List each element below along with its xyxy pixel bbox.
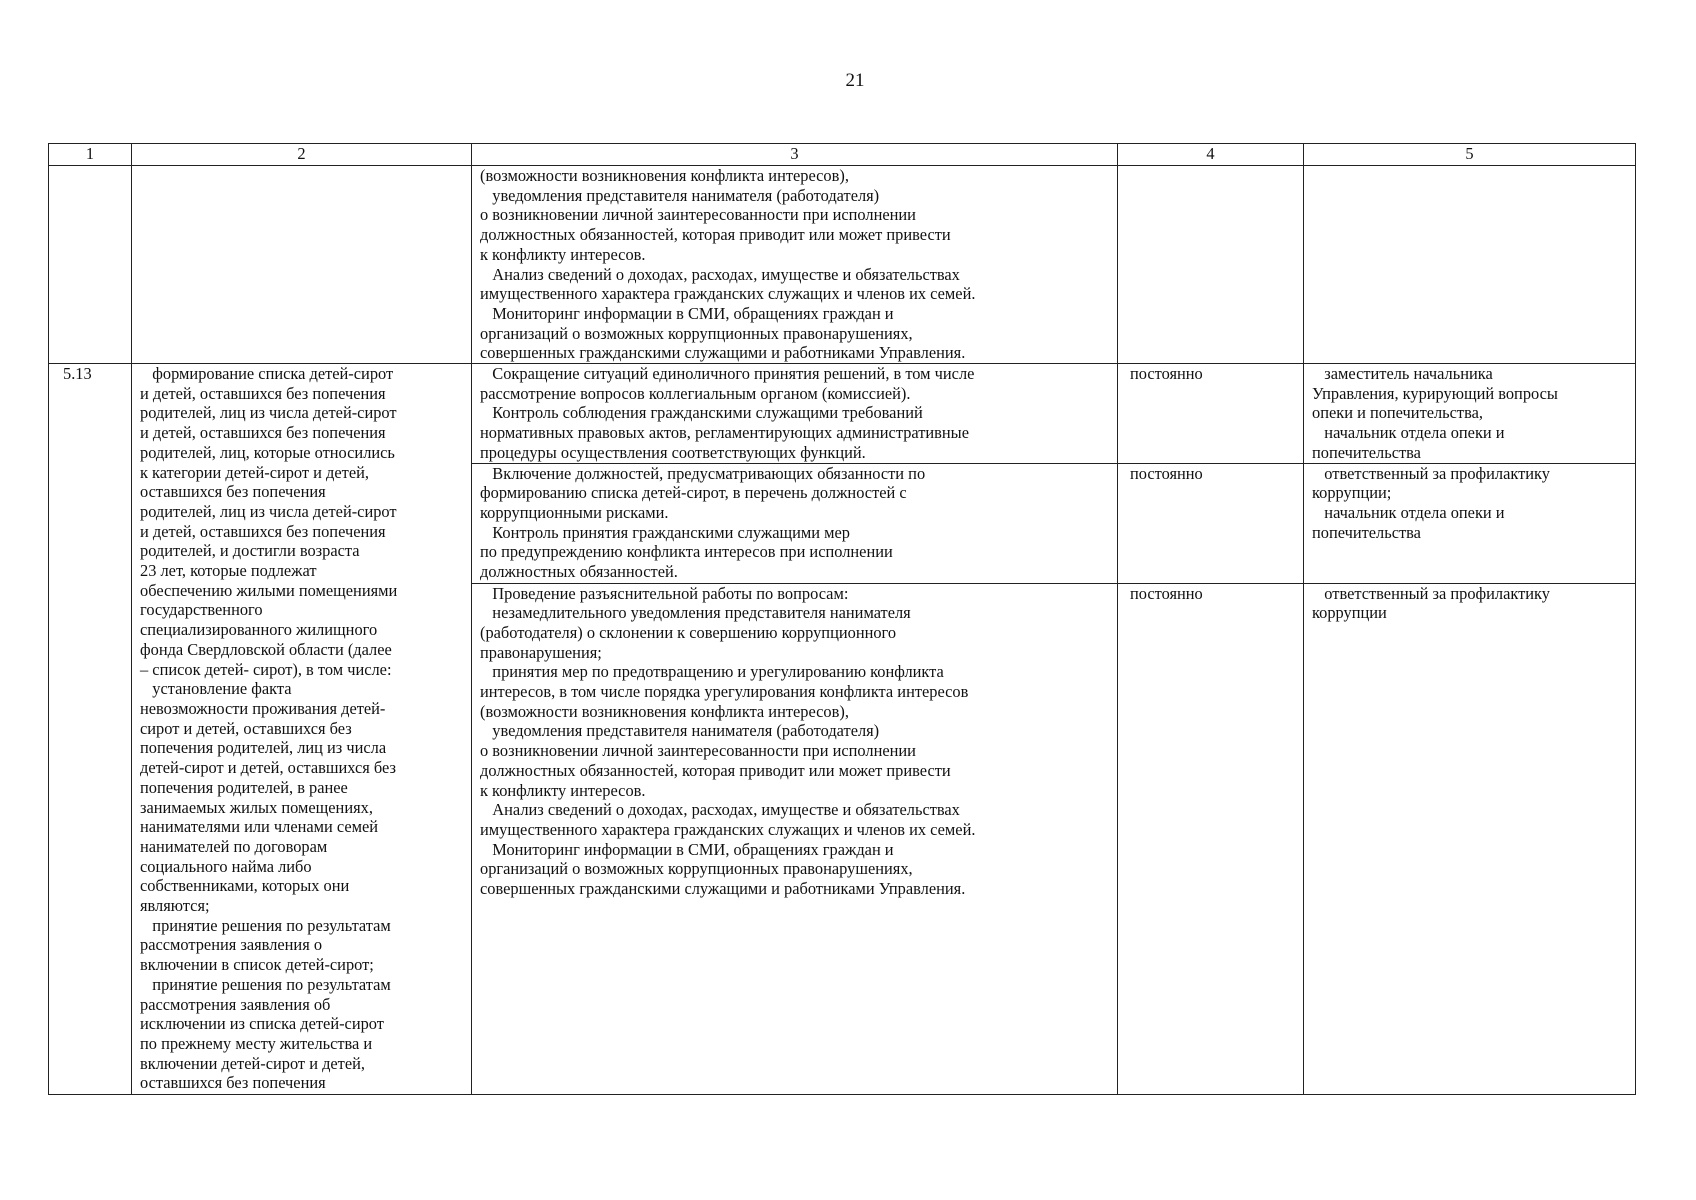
task-line: рассмотрения заявления об [140, 994, 331, 1014]
page-number: 21 [845, 70, 865, 91]
measure-cell-3 [472, 583, 1118, 1094]
responsible-line: заместитель начальника [1312, 364, 1493, 384]
measure-line: Контроль соблюдения гражданскими служащими требований [480, 403, 923, 423]
header-col-3: 3 [472, 144, 1118, 166]
task-line: родителей, лиц из числа детей-сирот [140, 501, 397, 521]
measure-line: процедуры осуществления соответствующих функций. [480, 442, 866, 462]
responsible-line: коррупции [1312, 603, 1387, 623]
measure-cell-2 [472, 463, 1118, 583]
task-line: включении в список детей-сирот; [140, 955, 374, 975]
task-line: установление факта [140, 679, 292, 699]
measure-line: Мониторинг информации в СМИ, обращениях граждан и [480, 839, 894, 859]
measure-line: организаций о возможных коррупционных правонарушениях, [480, 323, 913, 343]
continuation-task-cell [132, 166, 472, 364]
task-line: 23 лет, которые подлежат [140, 561, 317, 581]
measure-line: имущественного характера гражданских служащих и членов их семей. [480, 284, 976, 304]
task-line: принятие решения по результатам [140, 974, 391, 994]
task-line: и детей, оставшихся без попечения [140, 423, 386, 443]
measure-line: коррупционными рисками. [480, 502, 669, 522]
measure-line: Контроль принятия гражданскими служащими мер [480, 522, 850, 542]
responsible-line: Управления, курирующий вопросы [1312, 383, 1558, 403]
task-line: – список детей- сирот), в том числе: [140, 659, 392, 679]
measure-line: интересов, в том числе порядка урегулирования конфликта интересов [480, 682, 969, 702]
task-line: по прежнему месту жительства и [140, 1033, 373, 1053]
task-line: и детей, оставшихся без попечения [140, 383, 386, 403]
measure-line: организаций о возможных коррупционных правонарушениях, [480, 859, 913, 879]
continuation-term-cell [1118, 166, 1304, 364]
measure-line: о возникновении личной заинтересованности при исполнении [480, 205, 916, 225]
measure-line: по предупреждению конфликта интересов при исполнении [480, 542, 893, 562]
responsible-line: опеки и попечительства, [1312, 403, 1483, 423]
continuation-measures-cell [472, 166, 1118, 364]
measure-line: Проведение разъяснительной работы по вопросам: [480, 583, 849, 603]
task-line: государственного [140, 600, 263, 620]
task-line: родителей, лиц из числа детей-сирот [140, 403, 397, 423]
task-line: попечения родителей, в ранее [140, 777, 348, 797]
measure-line: должностных обязанностей, которая приводит или может привести [480, 225, 951, 245]
task-line: к категории детей-сирот и детей, [140, 462, 369, 482]
measure-line: нормативных правовых актов, регламентирующих административные [480, 423, 969, 443]
task-line: собственниками, которых они [140, 876, 350, 896]
task-line: занимаемых жилых помещениях, [140, 797, 373, 817]
item-task-cell [132, 364, 472, 1095]
responsible-line: начальник отдела опеки и [1312, 423, 1505, 443]
anticorruption-plan-table [48, 143, 1636, 1095]
measure-line: совершенных гражданскими служащими и работниками Управления. [480, 879, 966, 899]
task-line: рассмотрения заявления о [140, 935, 323, 955]
measure-line: (работодателя) о склонении к совершению коррупционного [480, 622, 897, 642]
measure-line: Анализ сведений о доходах, расходах, имуществе и обязательствах [480, 800, 960, 820]
measure-line: Включение должностей, предусматривающих обязанности по [480, 463, 926, 483]
measure-line: Анализ сведений о доходах, расходах, имуществе и обязательствах [480, 264, 960, 284]
continuation-number-cell [49, 166, 132, 364]
responsible-line: начальник отдела опеки и [1312, 502, 1505, 522]
measure-line: Сокращение ситуаций единоличного принятия решений, в том числе [480, 364, 975, 384]
header-col-1: 1 [49, 144, 132, 166]
term-cell-1: постоянно [1118, 364, 1304, 464]
measure-line: к конфликту интересов. [480, 244, 646, 264]
task-line: детей-сирот и детей, оставшихся без [140, 758, 397, 778]
responsible-line: попечительства [1312, 442, 1421, 462]
measure-line: совершенных гражданскими служащими и работниками Управления. [480, 343, 966, 363]
task-line: исключении из списка детей-сирот [140, 1014, 384, 1034]
responsible-line: ответственный за профилактику [1312, 463, 1550, 483]
responsible-line: попечительства [1312, 522, 1421, 542]
task-line: нанимателей по договорам [140, 836, 328, 856]
measure-line: принятия мер по предотвращению и урегулированию конфликта [480, 662, 944, 682]
continuation-responsible-cell [1304, 166, 1636, 364]
measure-line: формированию списка детей-сирот, в перечень должностей с [480, 483, 907, 503]
measure-line: правонарушения; [480, 642, 602, 662]
header-col-2: 2 [132, 144, 472, 166]
task-line: попечения родителей, лиц из числа [140, 738, 387, 758]
measure-line: (возможности возникновения конфликта интересов), [480, 166, 849, 185]
task-line: и детей, оставшихся без попечения [140, 521, 386, 541]
measure-line: рассмотрение вопросов коллегиальным органом (комиссией). [480, 383, 911, 403]
task-line: невозможности проживания детей- [140, 698, 386, 718]
header-row [49, 144, 1636, 166]
task-line: фонда Свердловской области (далее [140, 639, 392, 659]
measure-line: должностных обязанностей, которая приводит или может привести [480, 760, 951, 780]
item-row-5-13 [49, 364, 1636, 464]
responsible-cell-3 [1304, 583, 1636, 1094]
task-line: оставшихся без попечения [140, 482, 326, 502]
term-cell-3: постоянно [1118, 583, 1304, 1094]
task-line: принятие решения по результатам [140, 915, 391, 935]
measure-line: о возникновении личной заинтересованности при исполнении [480, 741, 916, 761]
task-line: специализированного жилищного [140, 620, 378, 640]
task-line: включении детей-сирот и детей, [140, 1053, 365, 1073]
task-line: формирование списка детей-сирот [140, 364, 394, 384]
measure-line: незамедлительного уведомления представителя нанимателя [480, 603, 911, 623]
measure-line: Мониторинг информации в СМИ, обращениях граждан и [480, 303, 894, 323]
measure-cell-1 [472, 364, 1118, 464]
measure-line: имущественного характера гражданских служащих и членов их семей. [480, 819, 976, 839]
task-line: социального найма либо [140, 856, 312, 876]
task-line: нанимателями или членами семей [140, 817, 379, 837]
measure-line: к конфликту интересов. [480, 780, 646, 800]
term-cell-2: постоянно [1118, 463, 1304, 583]
task-line: родителей, и достигли возраста [140, 541, 360, 561]
task-line: являются; [140, 896, 210, 916]
item-number: 5.13 [49, 364, 132, 1095]
task-line: родителей, лиц, которые относились [140, 442, 395, 462]
measure-line: (возможности возникновения конфликта интересов), [480, 701, 849, 721]
continuation-row [49, 166, 1636, 364]
task-line: сирот и детей, оставшихся без [140, 718, 352, 738]
measure-line: уведомления представителя нанимателя (работодателя) [480, 185, 880, 205]
measure-line: уведомления представителя нанимателя (работодателя) [480, 721, 880, 741]
responsible-line: коррупции; [1312, 483, 1392, 503]
task-line: оставшихся без попечения [140, 1073, 326, 1093]
header-col-5: 5 [1304, 144, 1636, 166]
measure-line: должностных обязанностей. [480, 562, 678, 582]
responsible-cell-2 [1304, 463, 1636, 583]
responsible-line: ответственный за профилактику [1312, 583, 1550, 603]
task-line: обеспечению жилыми помещениями [140, 580, 398, 600]
responsible-cell-1 [1304, 364, 1636, 464]
header-col-4: 4 [1118, 144, 1304, 166]
